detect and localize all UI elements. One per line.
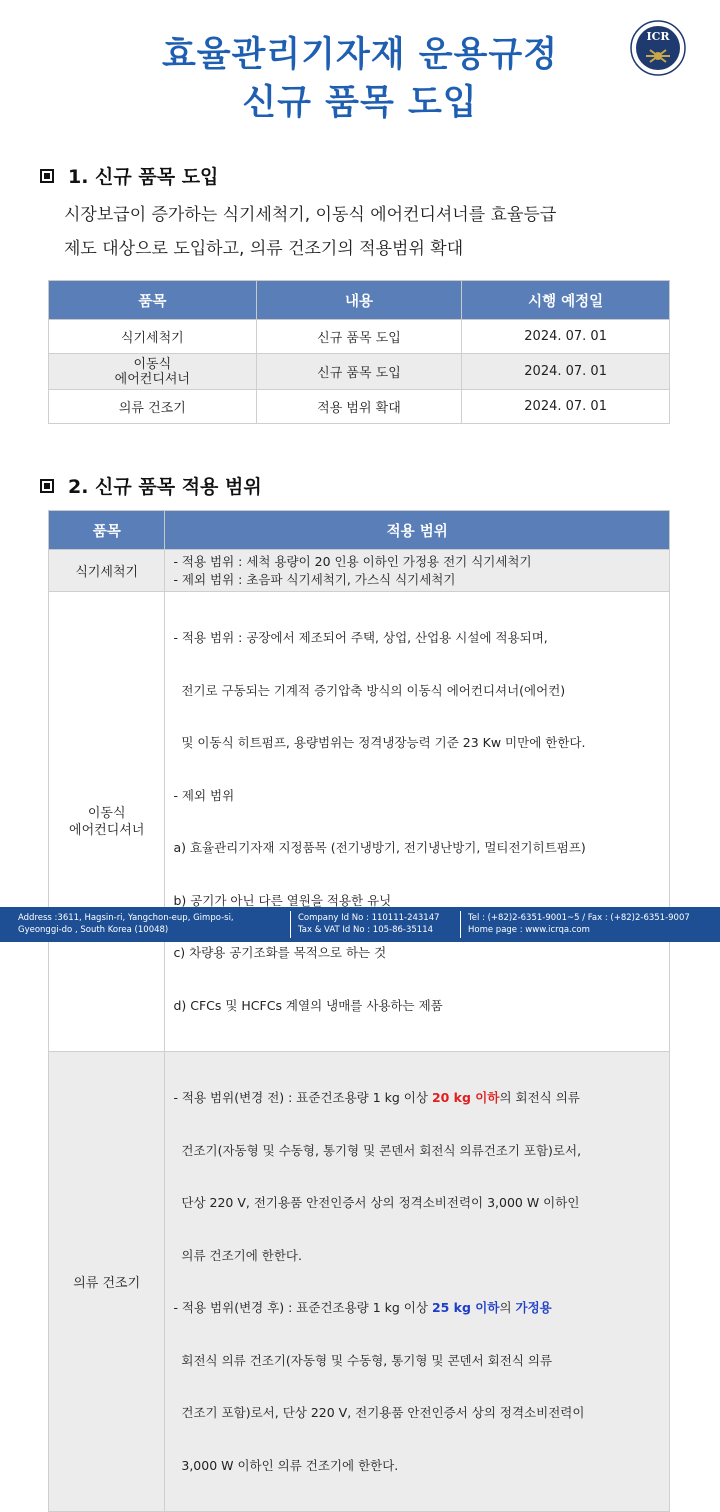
- footer-contact-line: Tel : (+82)2-6351-9001~5 / Fax : (+82)2-6351-9007: [468, 913, 690, 923]
- scope-line: [173, 1089, 665, 1107]
- scope-line: 회전식 의류 건조기(자동형 및 수동형, 통기형 및 콘덴서 회전식 의류: [173, 1352, 553, 1368]
- scope-line: 및 이동식 히트펌프, 용량범위는 정격냉장능력 기준 23 Kw 미만에 한한다.: [173, 735, 586, 750]
- footer-address: [18, 912, 234, 936]
- footer-address-line: Gyeonggi-do , South Korea (10048): [18, 925, 169, 935]
- table-row: [49, 320, 670, 354]
- item-cell: 의류 건조기: [49, 390, 257, 424]
- table-row: [49, 390, 670, 424]
- scope-after-prefix: - 적용 범위(변경 후) : 표준건조용량 1 kg 이상: [173, 1300, 432, 1315]
- new-items-table: [48, 280, 670, 424]
- section1-paragraph-line1: 시장보급이 증가하는 식기세척기, 이동식 에어컨디셔너를 효율등급: [64, 205, 557, 225]
- date-cell: 2024. 07. 01: [462, 320, 670, 354]
- table-row: [49, 354, 670, 390]
- footer-company-line: Tax & VAT Id No : 105-86-35114: [298, 925, 434, 935]
- footer-company-line: Company Id No : 110111-243147: [298, 913, 440, 923]
- scope-line: 건조기(자동형 및 수동형, 통기형 및 콘덴서 회전식 의류건조기 포함)로서,: [173, 1142, 582, 1158]
- square-bullet-icon: [40, 479, 54, 493]
- footer-contact: [468, 912, 690, 936]
- scope-line: 건조기 포함)로서, 단상 220 V, 전기용품 안전인증서 상의 정격소비전력이: [173, 1405, 585, 1420]
- content-cell: 신규 품목 도입: [256, 354, 462, 390]
- scope-line: - 적용 범위 : 공장에서 제조되어 주택, 상업, 산업용 시설에 적용되며,: [173, 630, 548, 645]
- table-header-cell: 적용 범위: [165, 511, 670, 550]
- square-bullet-icon: [40, 169, 54, 183]
- content-cell: 적용 범위 확대: [256, 390, 462, 424]
- page-title-line1: 효율관리기자재 운용규정: [161, 35, 559, 75]
- section2-heading: [40, 472, 262, 499]
- highlight-capacity-after: 25 kg 이하: [431, 1300, 500, 1315]
- highlight-household: 가정용: [515, 1300, 552, 1315]
- footer-homepage-link[interactable]: Home page : www.icrqa.com: [468, 925, 590, 935]
- table-header-row: [49, 281, 670, 320]
- scope-after-mid: 의: [499, 1300, 516, 1315]
- scope-cell: [165, 550, 670, 592]
- icr-logo: [630, 20, 686, 76]
- section1-heading-text: 1. 신규 품목 도입: [68, 166, 219, 188]
- scope-line: 전기로 구동되는 기계적 증기압축 방식의 이동식 에어컨디셔너(에어컨): [173, 682, 566, 698]
- table-row: [49, 1052, 670, 1512]
- table-row: [49, 592, 670, 1052]
- scope-before-prefix: - 적용 범위(변경 전) : 표준건조용량 1 kg 이상: [173, 1090, 432, 1105]
- footer-divider: [290, 911, 291, 938]
- scope-line: 단상 220 V, 전기용품 안전인증서 상의 정격소비전력이 3,000 W 이하인: [173, 1195, 580, 1210]
- scope-line: - 적용 범위 : 세척 용량이 20 인용 이하인 가정용 전기 식기세척기: [173, 554, 532, 569]
- scope-line: [173, 1299, 665, 1317]
- item-cell: 의류 건조기: [49, 1052, 165, 1512]
- logo-text: ICR: [646, 30, 670, 43]
- scope-table: [48, 510, 670, 1512]
- item-cell: 식기세척기: [49, 550, 165, 592]
- page-title-line2: 신규 품목 도입: [242, 83, 478, 123]
- scope-line: a) 효율관리기자재 지정품목 (전기냉방기, 전기냉난방기, 멀티전기히트펌프): [173, 840, 586, 855]
- scope-line: d) CFCs 및 HCFCs 계열의 냉매를 사용하는 제품: [173, 997, 443, 1013]
- footer-company-ids: [298, 912, 440, 936]
- table-row: [49, 550, 670, 592]
- scope-line: c) 차량용 공기조화를 목적으로 하는 것: [173, 945, 387, 960]
- section1-heading: [40, 162, 218, 189]
- footer: [0, 907, 720, 942]
- section2-heading-text: 2. 신규 품목 적용 범위: [68, 476, 262, 498]
- table-header-cell: 품목: [49, 511, 165, 550]
- date-cell: 2024. 07. 01: [462, 390, 670, 424]
- scope-line: 3,000 W 이하인 의류 건조기에 한한다.: [173, 1457, 399, 1473]
- table-header-cell: 시행 예정일: [462, 281, 670, 320]
- table-header-cell: 내용: [256, 281, 462, 320]
- content-cell: 신규 품목 도입: [256, 320, 462, 354]
- date-cell: 2024. 07. 01: [462, 354, 670, 390]
- table-header-row: [49, 511, 670, 550]
- item-cell: 식기세척기: [49, 320, 257, 354]
- footer-divider: [460, 911, 461, 938]
- scope-line: - 제외 범위 : 초음파 식기세척기, 가스식 식기세척기: [173, 571, 456, 587]
- table-header-cell: 품목: [49, 281, 257, 320]
- scope-before-suffix: 의 회전식 의류: [499, 1090, 580, 1105]
- item-cell: 이동식 에어컨디셔너: [49, 592, 165, 1052]
- scope-line: b) 공기가 아닌 다른 열원을 적용한 유닛: [173, 892, 392, 908]
- scope-cell: [165, 592, 670, 1052]
- footer-address-line: Address :3611, Hagsin-ri, Yangchon-eup, Gimpo-si,: [18, 913, 234, 923]
- scope-line: - 제외 범위: [173, 787, 235, 803]
- scope-cell: [165, 1052, 670, 1512]
- item-cell: 이동식 에어컨디셔너: [49, 354, 257, 390]
- scope-line: 의류 건조기에 한한다.: [173, 1247, 302, 1263]
- highlight-capacity-before: 20 kg 이하: [431, 1090, 500, 1105]
- section1-paragraph-line2: 제도 대상으로 도입하고, 의류 건조기의 적용범위 확대: [64, 239, 464, 259]
